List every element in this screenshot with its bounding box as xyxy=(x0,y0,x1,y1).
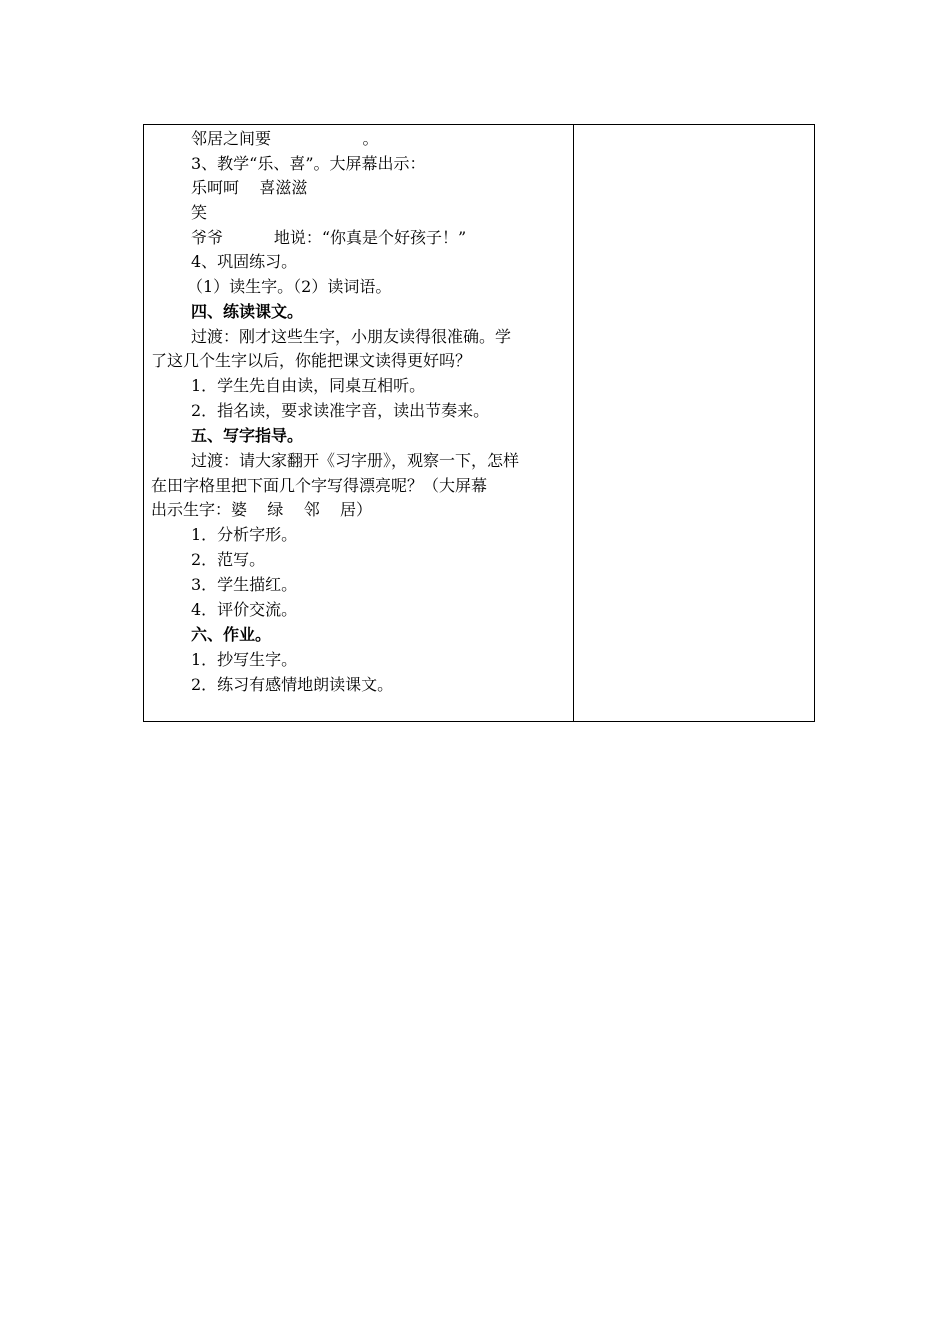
text-line: 2．练习有感情地朗读课文。 xyxy=(191,675,394,694)
notes-cell xyxy=(574,125,814,721)
text-line: 4、巩固练习。 xyxy=(191,252,298,271)
text-line: 4．评价交流。 xyxy=(191,600,298,619)
text-line: 在田字格里把下面几个字写得漂亮呢？（大屏幕 xyxy=(151,476,488,495)
text-line: 过渡：刚才这些生字，小朋友读得很准确。学 xyxy=(191,327,512,346)
section-heading: 四、练读课文。 xyxy=(191,302,304,321)
text-line: 1．学生先自由读，同桌互相听。 xyxy=(191,376,426,395)
text-line: 3．学生描红。 xyxy=(191,575,298,594)
section-heading: 六、作业。 xyxy=(191,625,272,644)
text-line: 1．抄写生字。 xyxy=(191,650,298,669)
text-line: 了这几个生字以后，你能把课文读得更好吗？ xyxy=(151,351,472,370)
text-line: 爷爷 地说：“你真是个好孩子！” xyxy=(191,228,467,247)
text-line: 笑 xyxy=(191,203,208,222)
text-line: 乐呵呵 喜滋滋 xyxy=(191,178,308,197)
text-line: 2．范写。 xyxy=(191,550,266,569)
lesson-content-cell xyxy=(144,125,573,721)
text-line: 出示生字：婆 绿 邻 居） xyxy=(151,500,373,519)
text-line: 2．指名读，要求读准字音，读出节奏来。 xyxy=(191,401,490,420)
lesson-plan-table xyxy=(143,124,815,722)
text-line: 邻居之间要 。 xyxy=(191,129,379,148)
text-line: 过渡：请大家翻开《习字册》，观察一下，怎样 xyxy=(191,451,520,470)
text-line: （1）读生字。（2）读词语。 xyxy=(187,277,392,296)
text-line: 3、教学“乐、喜”。大屏幕出示： xyxy=(191,154,426,173)
text-line: 1．分析字形。 xyxy=(191,525,298,544)
section-heading: 五、写字指导。 xyxy=(191,426,304,445)
